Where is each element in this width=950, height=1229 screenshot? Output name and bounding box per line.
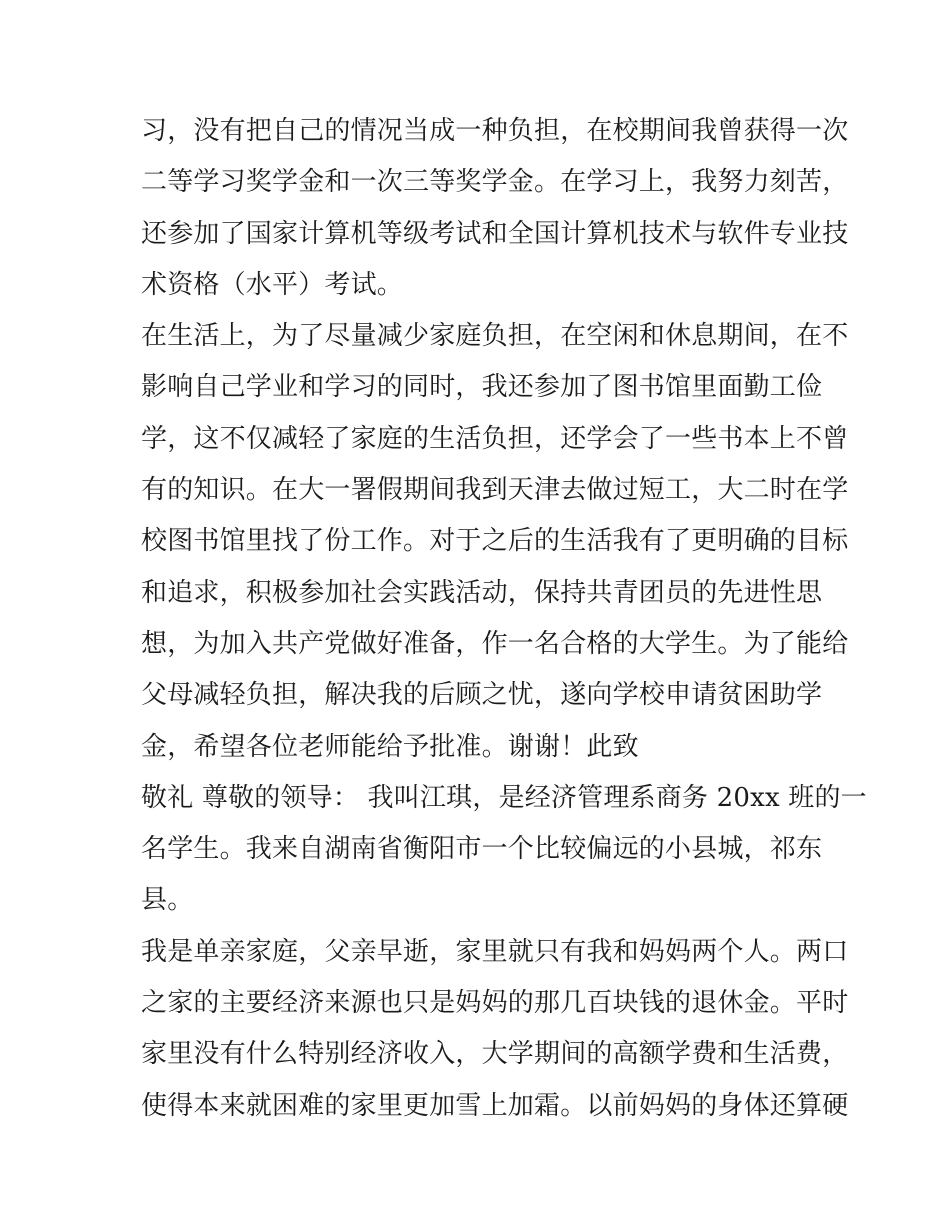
text-line: 校图书馆里找了份工作。对于之后的生活我有了更明确的目标 — [141, 526, 849, 557]
text-line: 使得本来就困难的家里更加雪上加霜。以前妈妈的身体还算硬 — [141, 1090, 849, 1121]
text-line: 二等学习奖学金和一次三等奖学金。在学习上，我努力刻苦， — [141, 167, 849, 198]
text-line: 影响自己学业和学习的同时，我还参加了图书馆里面勤工俭 — [141, 372, 823, 403]
text-line: 敬礼 尊敬的领导： 我叫江琪，是经济管理系商务 20xx 班的一 — [141, 782, 867, 813]
text-line: 习，没有把自己的情况当成一种负担，在校期间我曾获得一次 — [141, 116, 849, 146]
document-body — [141, 106, 867, 1132]
text-line: 县。 — [141, 885, 194, 916]
text-line: 父母减轻负担，解决我的后顾之忧，遂向学校申请贫困助学 — [141, 680, 823, 711]
text-line: 我是单亲家庭，父亲早逝，家里就只有我和妈妈两个人。两口 — [141, 936, 849, 967]
text-line: 在生活上，为了尽量减少家庭负担，在空闲和休息期间，在不 — [141, 321, 849, 352]
text-line: 名学生。我来自湖南省衡阳市一个比较偏远的小县城，祁东 — [141, 834, 823, 865]
text-line: 有的知识。在大一署假期间我到天津去做过短工，大二时在学 — [141, 475, 849, 506]
text-line: 家里没有什么特别经济收入，大学期间的高额学费和生活费， — [141, 1039, 849, 1070]
text-line: 学，这不仅减轻了家庭的生活负担，还学会了一些书本上不曾 — [141, 423, 849, 454]
text-line: 金，希望各位老师能给予批准。谢谢！此致 — [141, 731, 639, 762]
text-line: 和追求，积极参加社会实践活动，保持共青团员的先进性思 — [141, 577, 823, 608]
text-line: 想，为加入共产党做好准备，作一名合格的大学生。为了能给 — [141, 628, 849, 659]
text-line: 之家的主要经济来源也只是妈妈的那几百块钱的退休金。平时 — [141, 988, 849, 1019]
text-line: 还参加了国家计算机等级考试和全国计算机技术与软件专业技 — [141, 218, 849, 249]
text-line: 术资格（水平）考试。 — [141, 269, 404, 300]
